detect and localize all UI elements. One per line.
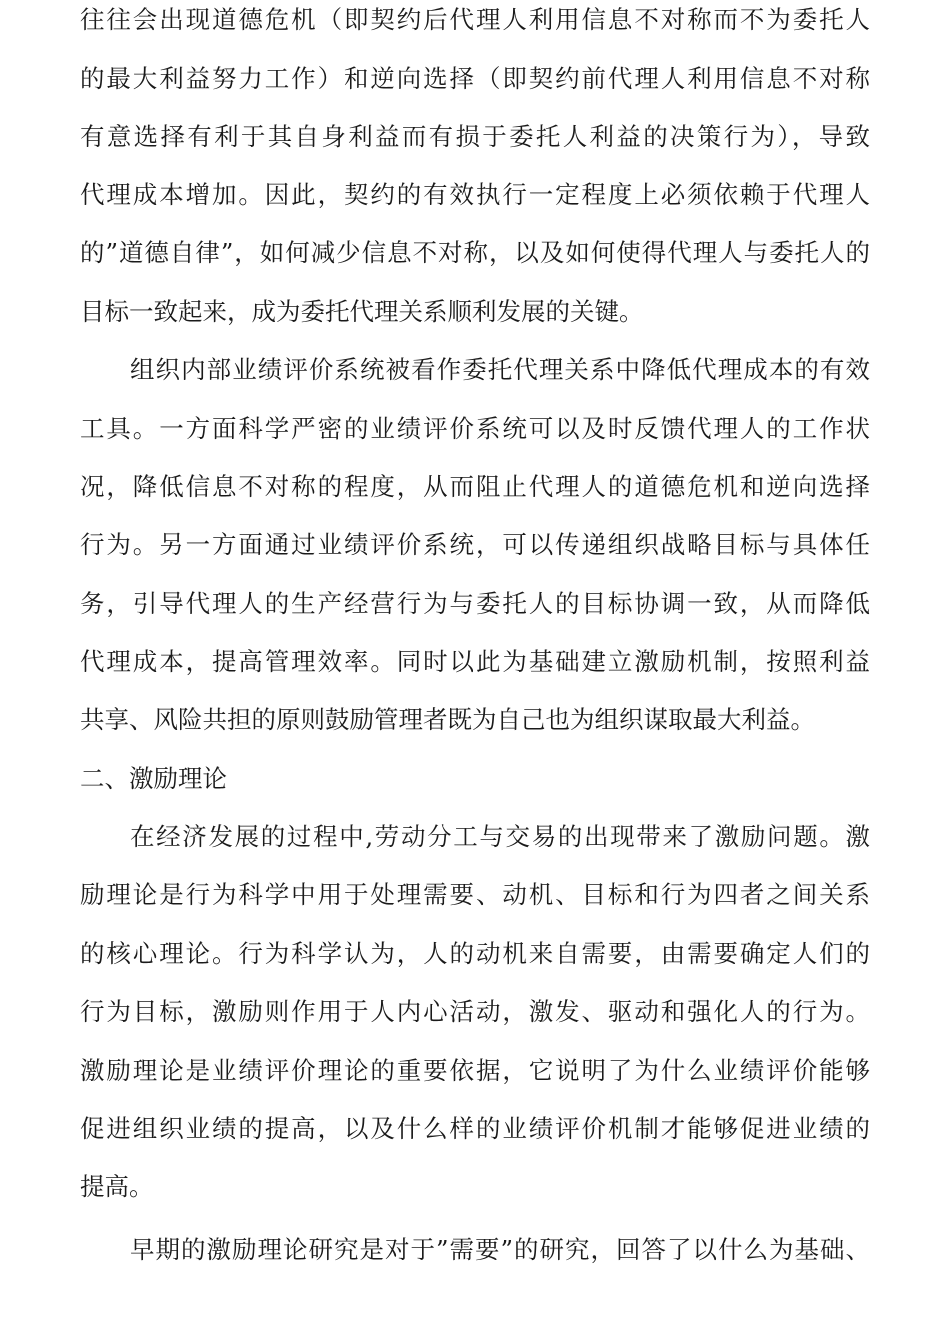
section-heading: 二、激励理论 [80, 764, 227, 793]
text-line: 工具。一方面科学严密的业绩评价系统可以及时反馈代理人的工作状 [80, 414, 870, 443]
text-line: 提高。 [80, 1172, 154, 1201]
text-line: 的核心理论。行为科学认为，人的动机来自需要，由需要确定人们的 [80, 939, 870, 968]
text-line: 行为。另一方面通过业绩评价系统，可以传递组织战略目标与具体任 [80, 530, 870, 559]
text-line: 况，降低信息不对称的程度，从而阻止代理人的道德危机和逆向选择 [80, 472, 870, 501]
text-line: 往往会出现道德危机（即契约后代理人利用信息不对称而不为委托人 [80, 5, 870, 34]
text-line: 代理成本，提高管理效率。同时以此为基础建立激励机制，按照利益 [80, 647, 870, 676]
text-line: 有意选择有利于其自身利益而有损于委托人利益的决策行为），导致 [80, 122, 870, 151]
text-line: 早期的激励理论研究是对于”需要”的研究，回答了以什么为基础、 [130, 1235, 870, 1264]
text-line: 励理论是行为科学中用于处理需要、动机、目标和行为四者之间关系 [80, 880, 870, 909]
text-line: 目标一致起来，成为委托代理关系顺利发展的关键。 [80, 297, 644, 326]
text-line: 代理成本增加。因此，契约的有效执行一定程度上必须依赖于代理人 [80, 180, 870, 209]
text-line: 的最大利益努力工作）和逆向选择（即契约前代理人利用信息不对称 [80, 64, 870, 93]
text-line: 务，引导代理人的生产经营行为与委托人的目标协调一致，从而降低 [80, 589, 870, 618]
text-line: 行为目标，激励则作用于人内心活动，激发、驱动和强化人的行为。 [80, 997, 870, 1026]
text-line: 共享、风险共担的原则鼓励管理者既为自己也为组织谋取最大利益。 [80, 705, 815, 734]
text-line: 组织内部业绩评价系统被看作委托代理关系中降低代理成本的有效 [130, 355, 870, 384]
text-line: 激励理论是业绩评价理论的重要依据，它说明了为什么业绩评价能够 [80, 1056, 870, 1085]
text-line: 在经济发展的过程中,劳动分工与交易的出现带来了激励问题。激 [130, 822, 870, 851]
text-line: 的”道德自律”，如何减少信息不对称，以及如何使得代理人与委托人的 [80, 238, 870, 267]
text-line: 促进组织业绩的提高，以及什么样的业绩评价机制才能够促进业绩的 [80, 1114, 870, 1143]
